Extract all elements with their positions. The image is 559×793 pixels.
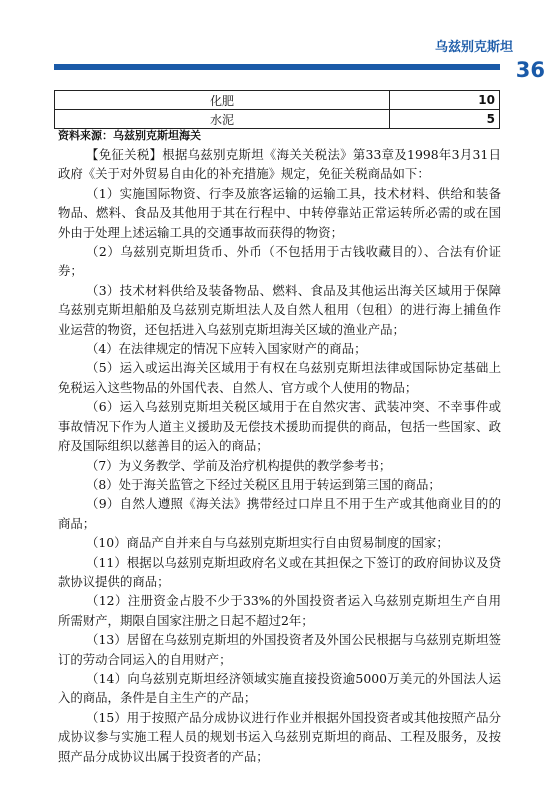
paragraph: （14）向乌兹别克斯坦经济领域实施直接投资逾5000万美元的外国法人运入的商品，条件是自主生产的产品； [58, 670, 501, 706]
table-row [55, 110, 500, 129]
paragraph: （8）处于海关监管之下经过关税区且用于转运到第三国的商品； [86, 476, 441, 492]
body-text [58, 145, 501, 766]
paragraph: （15）用于按照产品分成协议进行作业并根据外国投资者或其他按照产品分成协议参与实施工程人员的规划书运入乌兹别克斯坦的商品、工程及服务，及按照产品分成协议出属于投资者的产品； [58, 709, 501, 764]
table-cell-name: 化肥 [55, 91, 390, 110]
paragraph: （5）运入或运出海关区域用于有权在乌兹别克斯坦法律或国际协定基础上免税运入这些物品的外国代表、自然人、官方或个人使用的物品； [58, 360, 501, 395]
header-rule [54, 64, 500, 70]
source-note: 资料来源：乌兹别克斯坦海关 [58, 129, 201, 142]
commodity-table [54, 90, 500, 129]
paragraph: （13）居留在乌兹别克斯坦的外国投资者及外国公民根据与乌兹别克斯坦签订的劳动合同运入的自用财产； [58, 632, 501, 667]
header-title: 乌兹别克斯坦 [434, 40, 513, 55]
paragraph: （3）技术材料供给及装备物品、燃料、食品及其他运出海关区域用于保障乌兹别克斯坦船舶及乌兹别克斯坦法人及自然人租用（包租）的进行海上捕鱼作业运营的物资，还包括进入乌兹别克斯坦海关区域的渔业产品； [58, 282, 501, 337]
table-cell-value: 10 [390, 91, 500, 110]
table-row [55, 91, 500, 110]
paragraph: （2）乌兹别克斯坦货币、外币（不包括用于古钱收藏目的）、合法有价证券； [58, 244, 501, 279]
paragraph: （9）自然人遵照《海关法》携带经过口岸且不用于生产或其他商业目的的商品； [58, 496, 501, 531]
paragraph: （6）运入乌兹别克斯坦关税区域用于在自然灾害、武装冲突、不幸事件或事故情况下作为人道主义援助及无偿技术援助而提供的商品，包括一些国家、政府及国际组织以慈善目的运入的商品； [58, 399, 501, 454]
paragraph: 【免征关税】根据乌兹别克斯坦《海关关税法》第33章及1998年3月31日政府《关于对外贸易自由化的补充措施》规定，免征关税商品如下： [58, 147, 501, 182]
paragraph: （7）为义务教学、学前及治疗机构提供的教学参考书； [86, 457, 392, 473]
paragraph: （1）实施国际物资、行李及旅客运输的运输工具，技术材料、供给和装备物品、燃料、食品及其他用于其在行程中、中转停靠站正常运转所必需的或在国外由于处理上述运输工具的交通事故而获得的物资； [58, 185, 501, 240]
page-number: 36 [515, 58, 545, 82]
paragraph: （11）根据以乌兹别克斯坦政府名义或在其担保之下签订的政府间协议及贷款协议提供的商品； [58, 554, 501, 589]
paragraph: （4）在法律规定的情况下应转入国家财产的商品； [86, 341, 367, 357]
table-cell-name: 水泥 [55, 110, 390, 129]
table-cell-value: 5 [390, 110, 500, 129]
paragraph: （12）注册资金占股不少于33%的外国投资者运入乌兹别克斯坦生产自用所需财产，期限自国家注册之日起不超过2年； [58, 593, 501, 628]
paragraph: （10）商品产自并来自与乌兹别克斯坦实行自由贸易制度的国家； [86, 535, 449, 551]
